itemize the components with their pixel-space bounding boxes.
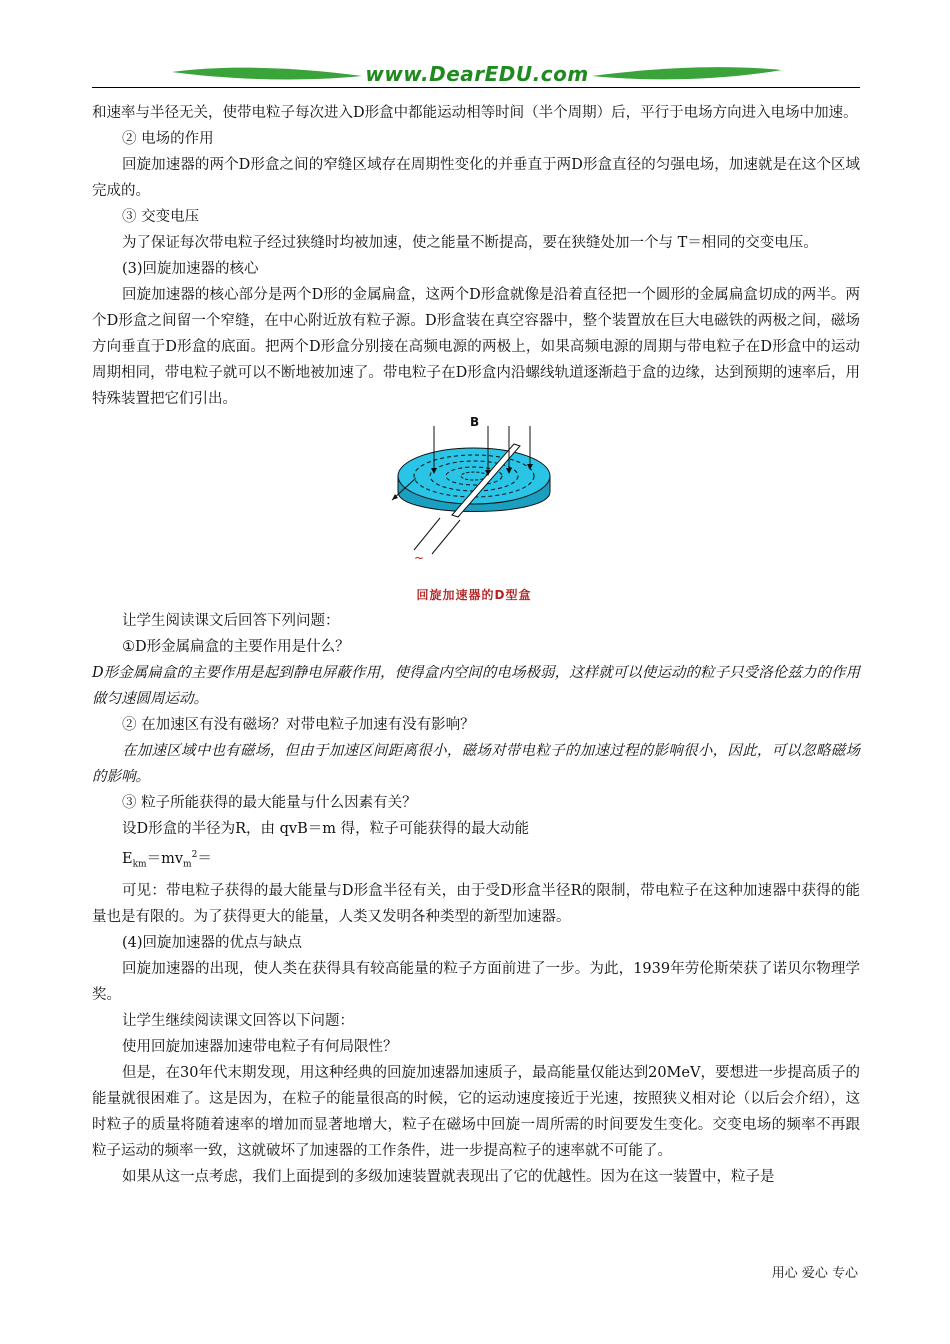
field-label-b: B	[470, 415, 480, 429]
paragraph: 回旋加速器的出现，使人类在获得具有较高能量的粒子方面前进了一步。为此，1939年劳伦斯荣获了诺贝尔物理学奖。	[92, 960, 860, 1003]
paragraph: 但是，在30年代末期发现，用这种经典的回旋加速器加速质子，最高能量仅能达到20MeV，要想进一步提高质子的能量就很困难了。这是因为，在粒子的能量很高的时候，它的运动速度接近于光速，按照狭义相对论（以后会介绍），这时粒子的质量将随着速率的增加而显著地增大，粒子在磁场中回旋一周所需的时间要发生变化。交变电场的频率不再跟粒子运动的频率一致，这就破坏了加速器的工作条件，进一步提高粒子的速率就不可能了。	[92, 1064, 860, 1159]
paragraph: 和速率与半径无关，使带电粒子每次进入D形盒中都能运动相等时间（半个周期）后，平行于电场方向进入电场中加速。	[92, 105, 858, 121]
paragraph: 让学生继续阅读课文回答以下问题：	[122, 1012, 354, 1029]
formula-line	[92, 842, 860, 878]
ac-source-label: ~	[414, 551, 425, 565]
formula-mv: ＝mv	[146, 850, 184, 867]
article-body	[92, 100, 860, 1190]
figure-caption: 回旋加速器的D型盒	[416, 588, 532, 602]
paragraph: 如果从这一点考虑，我们上面提到的多级加速装置就表现出了它的优越性。因为在这一装置中，粒子是	[122, 1168, 775, 1185]
paragraph: 可见：带电粒子获得的最大能量与D形盒半径有关，由于受D形盒半径R的限制，带电粒子在这种加速器中获得的能量也是有限的。为了获得更大的能量，人类又发明各种类型的新型加速器。	[92, 882, 860, 925]
page-footer: 用心 爱心 专心	[771, 1266, 858, 1281]
question: ①D形金属扁盒的主要作用是什么？	[122, 639, 350, 655]
formula-equals: ＝	[197, 850, 212, 867]
question: ② 在加速区有没有磁场？对带电粒子加速有没有影响？	[122, 717, 475, 733]
paragraph: 回旋加速器的核心部分是两个D形的金属扁盒，这两个D形盒就像是沿着直径把一个圆形的金属扁盒切成的两半。两个D形盒之间留一个窄缝，在中心附近放有粒子源。D形盒装在真空容器中，整个装置放在巨大电磁铁的两极之间，磁场方向垂直于D形盒的底面。把两个D形盒分别接在高频电源的两极上，如果高频电源的周期与带电粒子在D形盒中的运动周期相同，带电粒子就可以不断地被加速了。带电粒子在D形盒内沿螺线轨道逐渐趋于盒的边缘，达到预期的速率后，用特殊装置把它们引出。	[92, 287, 860, 407]
section-heading: (4)回旋加速器的优点与缺点	[122, 934, 303, 951]
cyclotron-d-box-diagram	[384, 414, 564, 582]
answer: D形金属扁盒的主要作用是起到静电屏蔽作用，使得盒内空间的电场极弱，这样就可以使运动的粒子只受洛伦兹力的作用做匀速圆周运动。	[92, 665, 860, 707]
formula-e: E	[122, 850, 133, 867]
subheading: ② 电场的作用	[122, 131, 214, 147]
formula-sub-m: m	[183, 859, 192, 870]
paragraph: 为了保证每次带电粒子经过狭缝时均被加速，使之能量不断提高，要在狭缝处加一个与 T＝相同的交变电压。	[122, 235, 818, 251]
answer: 在加速区域中也有磁场，但由于加速区间距离很小，磁场对带电粒子的加速过程的影响很小，因此，可以忽略磁场的影响。	[92, 743, 860, 785]
site-logo[interactable]: www.DearEDU.com	[365, 62, 589, 86]
page-header	[92, 60, 860, 94]
paragraph: 回旋加速器的两个D形盒之间的窄缝区域存在周期性变化的并垂直于两D形盒直径的匀强电场，加速就是在这个区域完成的。	[92, 157, 860, 199]
question: 使用回旋加速器加速带电粒子有何局限性？	[122, 1038, 398, 1055]
question: ③ 粒子所能获得的最大能量与什么因素有关？	[122, 795, 417, 811]
left-swoosh-decoration	[172, 60, 362, 86]
subheading: ③ 交变电压	[122, 209, 200, 225]
paragraph: 让学生阅读课文后回答下列问题：	[122, 613, 340, 629]
formula-sub-km: km	[132, 859, 147, 870]
answer: 设D形盒的半径为R，由 qvB＝m 得，粒子可能获得的最大动能	[122, 821, 530, 837]
section-heading: (3)回旋加速器的核心	[122, 261, 259, 277]
formula-sup-2: 2	[191, 850, 198, 860]
header-rule	[92, 87, 860, 88]
right-swoosh-decoration	[592, 60, 782, 86]
d-box-figure	[92, 414, 860, 604]
